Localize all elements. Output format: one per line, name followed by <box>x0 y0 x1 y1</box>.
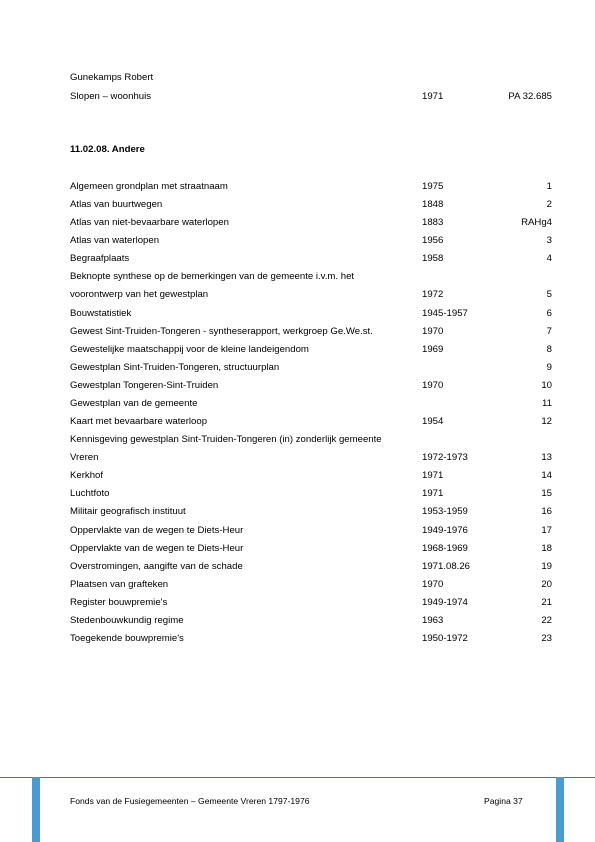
item-description: Oppervlakte van de wegen te Diets-Heur <box>70 524 244 536</box>
item-description: Gewest Sint-Truiden-Tongeren - syntheserapport, werkgroep Ge.We.st. <box>70 325 373 337</box>
item-number: 5 <box>546 289 552 301</box>
record-item-desc: Slopen – woonhuis <box>70 91 152 102</box>
footer-title: Fonds van de Fusiegemeenten – Gemeente Vreren 1797-1976 <box>70 796 310 806</box>
item-description: Gewestplan van de gemeente <box>70 397 198 409</box>
item-description: Register bouwpremie's <box>70 596 168 608</box>
list-item <box>70 451 552 465</box>
item-description: Stedenbouwkundig regime <box>70 614 184 626</box>
list-item <box>70 198 552 212</box>
item-number: 17 <box>541 524 552 536</box>
item-number: 3 <box>546 235 552 247</box>
list-item <box>70 270 552 284</box>
item-description: Toegekende bouwpremie's <box>70 633 184 644</box>
item-number: 8 <box>546 343 552 355</box>
list-item <box>70 524 552 538</box>
list-item <box>70 252 552 266</box>
item-description: Oppervlakte van de wegen te Diets-Heur <box>70 542 244 554</box>
list-item <box>70 505 552 519</box>
list-item <box>70 216 552 230</box>
record-name-text: Gunekamps Robert <box>70 72 154 83</box>
record-item <box>70 90 552 104</box>
record-item-num: PA 32.685 <box>508 91 552 102</box>
item-number: 9 <box>546 361 552 373</box>
footer-page-number: Pagina 37 <box>484 796 523 806</box>
list-item <box>70 614 552 628</box>
item-description: Kerkhof <box>70 470 104 482</box>
item-year: 1969 <box>422 343 444 355</box>
item-year: 1970 <box>422 325 444 337</box>
item-description: Gewestplan Tongeren-Sint-Truiden <box>70 379 219 391</box>
list-item <box>70 433 552 447</box>
list-item <box>70 288 552 302</box>
list-item <box>70 180 552 194</box>
item-number: 18 <box>541 542 552 554</box>
item-description: Overstromingen, aangifte van de schade <box>70 560 243 572</box>
list-item <box>70 379 552 393</box>
item-year: 1972 <box>422 289 444 301</box>
item-description: Atlas van niet-bevaarbare waterlopen <box>70 217 229 229</box>
item-year: 1953-1959 <box>422 506 468 518</box>
item-number: 21 <box>541 596 552 608</box>
item-description: Gewestelijke maatschappij voor de kleine landeigendom <box>70 343 309 355</box>
item-number: 7 <box>546 325 552 337</box>
item-year: 1971.08.26 <box>422 560 471 572</box>
list-item <box>70 325 552 339</box>
item-year: 1970 <box>422 578 444 590</box>
list-item <box>70 596 552 610</box>
section-heading: 11.02.08. Andere <box>70 144 145 155</box>
item-year: 1949-1974 <box>422 596 468 608</box>
item-number: 14 <box>541 470 552 482</box>
item-description: voorontwerp van het gewestplan <box>70 289 209 301</box>
list-item <box>70 234 552 248</box>
item-year: 1958 <box>422 253 444 265</box>
list-item <box>70 343 552 357</box>
item-description: Gewestplan Sint-Truiden-Tongeren, structuurplan <box>70 361 280 373</box>
item-number: RAHg4 <box>521 217 552 229</box>
item-description: Begraafplaats <box>70 253 130 265</box>
item-description: Militair geografisch instituut <box>70 506 186 518</box>
list-item <box>70 469 552 483</box>
item-year: 1963 <box>422 614 444 626</box>
item-number: 16 <box>541 506 552 518</box>
item-number: 13 <box>541 452 552 464</box>
item-number: 19 <box>541 560 552 572</box>
item-description: Vreren <box>70 452 99 464</box>
record-name <box>70 71 552 85</box>
record-item-year: 1971 <box>422 91 444 102</box>
item-number: 12 <box>541 416 552 428</box>
item-description: Atlas van buurtwegen <box>70 199 163 211</box>
item-number: 22 <box>541 614 552 626</box>
item-number: 11 <box>542 397 552 409</box>
item-year: 1971 <box>422 470 444 482</box>
item-year: 1950-1972 <box>422 633 468 644</box>
item-year: 1972-1973 <box>422 452 468 464</box>
item-description: Algemeen grondplan met straatnaam <box>70 181 228 192</box>
item-number: 4 <box>546 253 552 265</box>
item-description: Atlas van waterlopen <box>70 235 160 247</box>
item-description: Plaatsen van grafteken <box>70 578 169 590</box>
item-number: 15 <box>541 488 552 500</box>
item-number: 1 <box>546 181 552 192</box>
item-year: 1883 <box>422 217 444 229</box>
item-description: Kennisgeving gewestplan Sint-Truiden-Tongeren (in) zonderlijk gemeente <box>70 434 382 446</box>
item-year: 1968-1969 <box>422 542 468 554</box>
item-description: Bouwstatistiek <box>70 307 132 319</box>
item-description: Luchtfoto <box>70 488 110 500</box>
item-number: 2 <box>546 199 552 211</box>
list-item <box>70 578 552 592</box>
footer-divider <box>0 777 595 778</box>
item-year: 1848 <box>422 199 444 211</box>
item-year: 1956 <box>422 235 444 247</box>
list-item <box>70 415 552 429</box>
item-number: 23 <box>541 633 552 644</box>
list-item <box>70 307 552 321</box>
item-year: 1971 <box>422 488 444 500</box>
item-number: 10 <box>541 379 552 391</box>
item-description: Beknopte synthese op de bemerkingen van de gemeente i.v.m. het <box>70 271 355 283</box>
list-item <box>70 397 552 411</box>
footer-accent-left <box>32 777 40 842</box>
list-item <box>70 361 552 375</box>
item-year: 1949-1976 <box>422 524 468 536</box>
item-description: Kaart met bevaarbare waterloop <box>70 416 208 428</box>
item-year: 1975 <box>422 181 444 192</box>
list-item <box>70 632 552 646</box>
list-item <box>70 560 552 574</box>
item-number: 20 <box>541 578 552 590</box>
item-year: 1954 <box>422 416 444 428</box>
item-number: 6 <box>546 307 552 319</box>
footer-accent-right <box>556 777 564 842</box>
item-year: 1970 <box>422 379 444 391</box>
list-item <box>70 542 552 556</box>
list-item <box>70 487 552 501</box>
item-year: 1945-1957 <box>422 307 468 319</box>
